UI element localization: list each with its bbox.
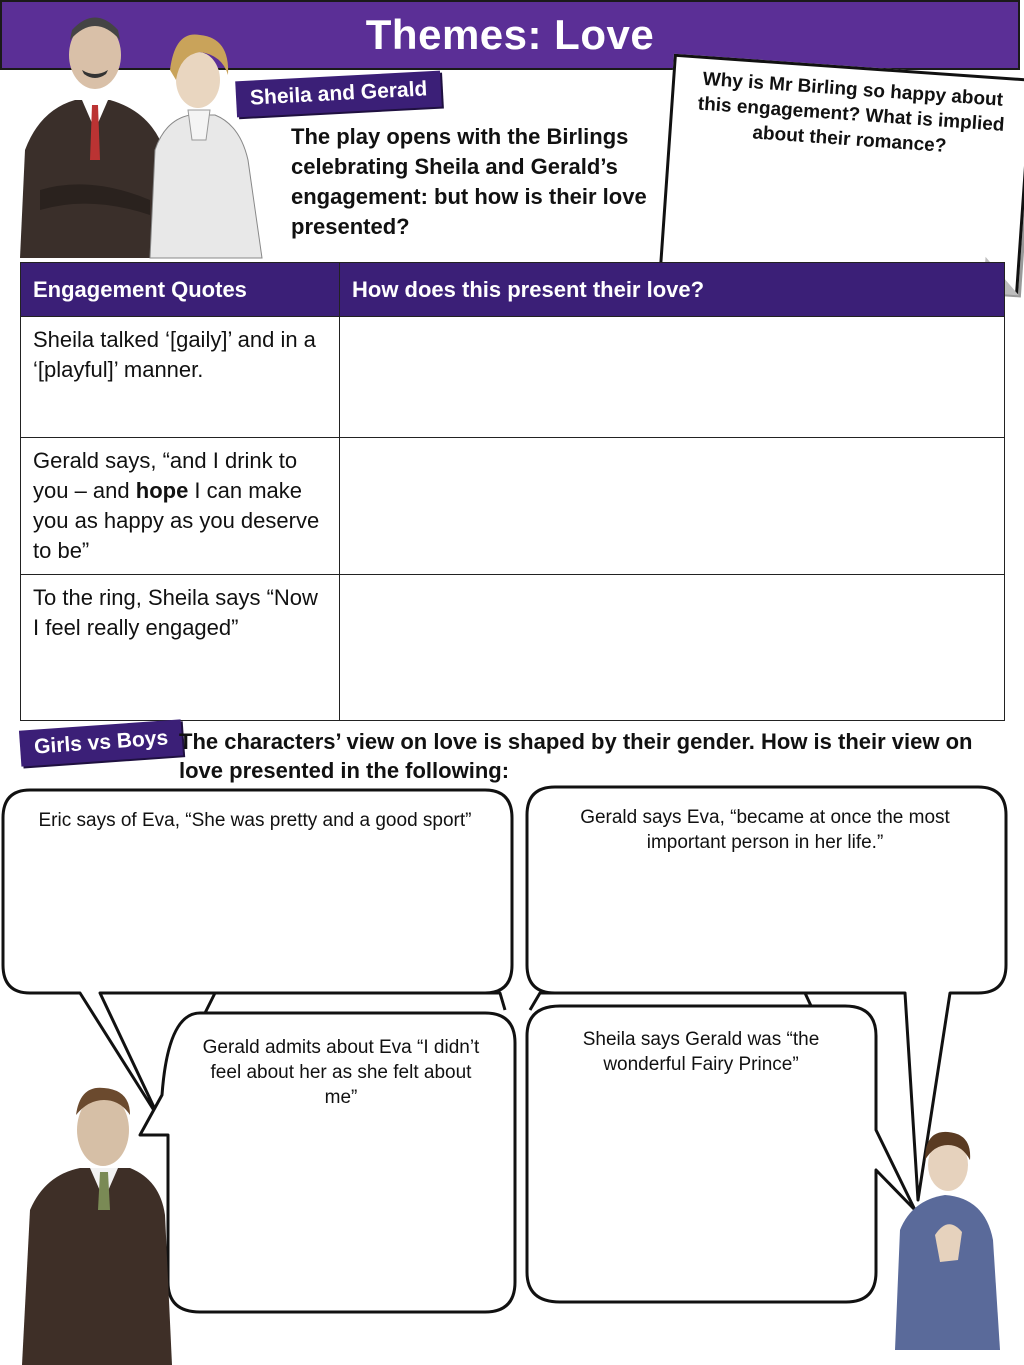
question-note xyxy=(659,54,1024,295)
quote-cell: Sheila talked ‘[gaily]’ and in a ‘[playful]’ manner. xyxy=(21,317,340,438)
page-title: Themes: Love xyxy=(365,11,655,58)
bubble-gerald-eva-quote: Gerald says Eva, “became at once the most important person in her life.” xyxy=(580,807,950,853)
sheila-illustration xyxy=(895,1132,1000,1350)
gender-prompt: The characters’ view on love is shaped by their gender. How is their view on love presented in the following: xyxy=(179,729,973,783)
answer-cell[interactable] xyxy=(340,438,1005,575)
section-tag-girls-boys: Girls vs Boys xyxy=(19,719,183,766)
note-question: Why is Mr Birling so happy about this engagement? What is implied about their romance? xyxy=(697,68,1006,157)
bubble-gerald-admits-quote: Gerald admits about Eva “I didn’t feel about her as she felt about me” xyxy=(202,1037,480,1108)
table-row xyxy=(21,575,1005,721)
bubble-eric-quote: Eric says of Eva, “She was pretty and a good sport” xyxy=(38,810,472,831)
quote-text: Gerald says, “and I drink to you – and xyxy=(33,448,298,503)
answer-cell[interactable] xyxy=(340,317,1005,438)
quote-text: I can make you as happy as you deserve to be” xyxy=(33,478,320,563)
table-row xyxy=(21,317,1005,438)
table-row xyxy=(21,438,1005,575)
section-tag-sheila-gerald: Sheila and Gerald xyxy=(235,71,442,118)
table-header-row xyxy=(21,263,1005,317)
intro-question: The play opens with the Birlings celebrating Sheila and Gerald’s engagement: but how is their love presented? xyxy=(291,124,647,239)
quote-cell: To the ring, Sheila says “Now I feel really engaged” xyxy=(21,575,340,721)
bubble-sheila-quote: Sheila says Gerald was “the wonderful Fairy Prince” xyxy=(582,1029,820,1075)
quote-emphasis: hope xyxy=(135,478,189,503)
engagement-quotes-table xyxy=(20,262,1005,721)
table-header-analysis: How does this present their love? xyxy=(340,263,1005,317)
quote-cell xyxy=(21,438,340,575)
answer-cell[interactable] xyxy=(340,575,1005,721)
birlings-illustration xyxy=(20,18,262,259)
table-header-quotes: Engagement Quotes xyxy=(21,263,340,317)
